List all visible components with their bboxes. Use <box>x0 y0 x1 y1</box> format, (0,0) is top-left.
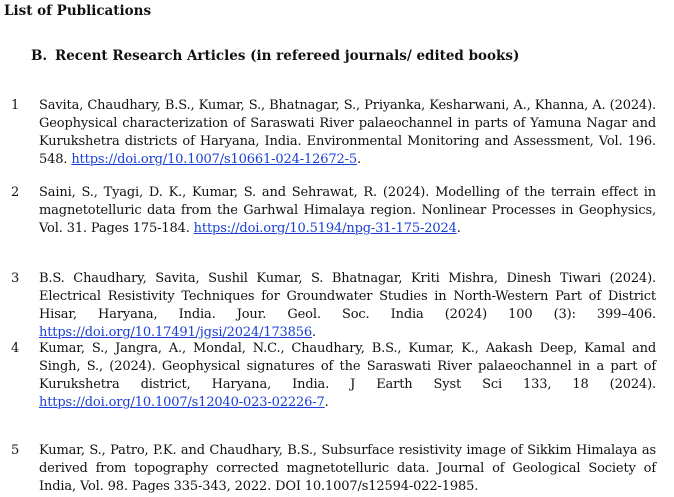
doi-link[interactable]: https://doi.org/10.1007/s10661-024-12672-5 <box>71 152 357 167</box>
citation-text: Kumar, S., Jangra, A., Mondal, N.C., Chaudhary, B.S., Kumar, K., Aakash Deep, Kamal and Singh, S., (2024). Geophysical signatures of the Saraswati River palaeochannel in a part of Kurukshetra district, Haryana, India. J Earth Syst Sci 133, 18 (2024). <box>39 341 656 392</box>
citation-text: Kumar, S., Patro, P.K. and Chaudhary, B.S., Subsurface resistivity image of Sikkim Himalaya as derived from topography corrected magnetotelluric data. Journal of Geological Society of India, Vol. 98. Pages 335-343, 2022. DOI 10.1007/s12594-022-1985. <box>39 443 656 494</box>
citation-text: Saini, S., Tyagi, D. K., Kumar, S. and Sehrawat, R. (2024). Modelling of the terrain effect in magnetotelluric data from the Garhwal Himalaya region. Nonlinear Processes in Geophysics, Vol. 31. Pages 175-184. <box>39 185 656 236</box>
citation-text: B.S. Chaudhary, Savita, Sushil Kumar, S. Bhatnagar, Kriti Mishra, Dinesh Tiwari (2024). Electrical Resistivity Techniques for Groundwater Studies in North-Western Part of District Hisar, Haryana, India. Jour. Geol. Soc. India (2024) 100 (3): 399–406. <box>39 271 656 322</box>
publication-citation <box>39 270 656 342</box>
publication-number: 2 <box>11 185 20 200</box>
doi-link[interactable]: https://doi.org/10.1007/s12040-023-02226-7 <box>39 395 325 410</box>
citation-trail: . <box>356 152 361 167</box>
citation-text: Savita, Chaudhary, B.S., Kumar, S., Bhatnagar, S., Priyanka, Kesharwani, A., Khanna, A. (2024). Geophysical characterization of Saraswati River palaeochannel in parts of Yamuna Nagar and Kurukshetra districts of Haryana, India. Environmental Monitoring and Assessment, Vol. 196. 548. <box>39 98 656 167</box>
doi-link[interactable]: https://doi.org/10.17491/jgsi/2024/173856 <box>39 325 313 340</box>
citation-trail: . <box>456 221 461 236</box>
publication-citation <box>39 442 656 496</box>
citation-trail: . <box>324 395 329 410</box>
publication-citation <box>39 184 656 238</box>
section-letter: B. <box>31 48 48 64</box>
publication-number: 5 <box>11 443 20 458</box>
citation-trail: . <box>312 325 317 340</box>
publication-number: 4 <box>11 341 20 356</box>
publication-citation <box>39 340 656 412</box>
doi-link[interactable]: https://doi.org/10.5194/npg-31-175-2024 <box>193 221 457 236</box>
section-heading-text: Recent Research Articles (in refereed journals/ edited books) <box>55 48 520 64</box>
publication-citation <box>39 97 656 169</box>
publication-number: 1 <box>11 98 20 113</box>
page-title: List of Publications <box>4 3 152 19</box>
publication-number: 3 <box>11 271 20 286</box>
